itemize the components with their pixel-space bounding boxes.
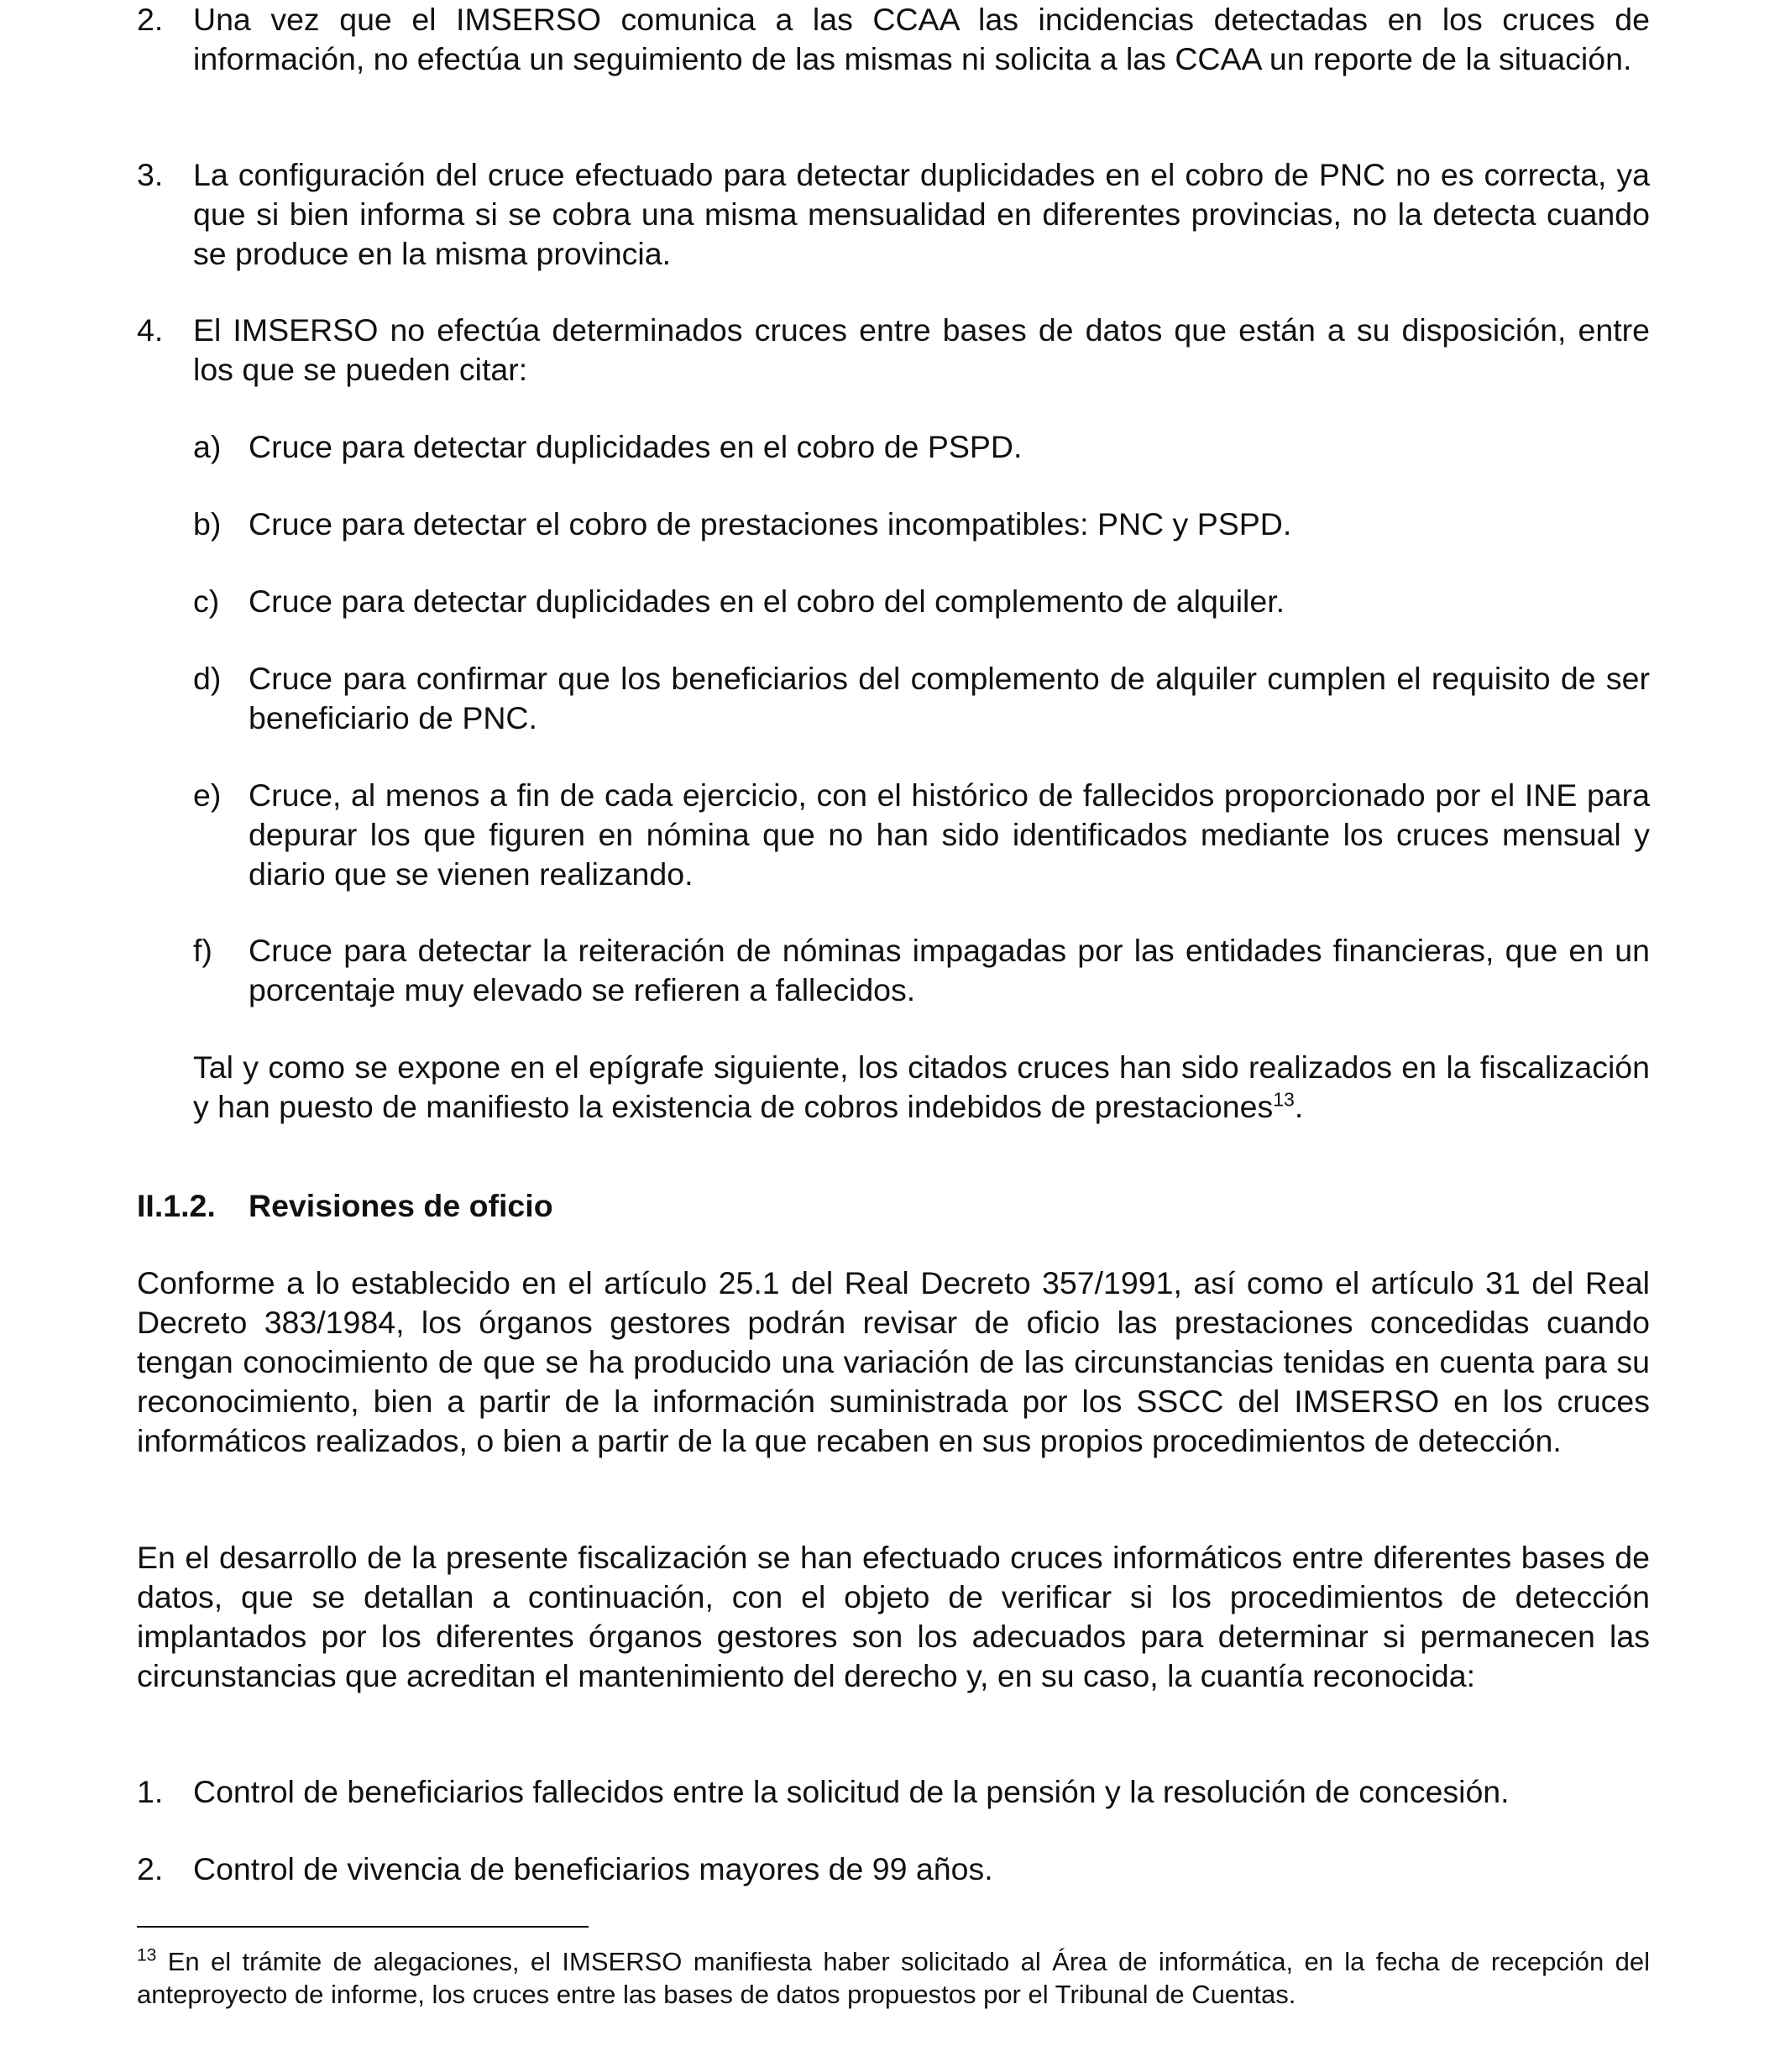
- control-item-2-text: Control de vivencia de beneficiarios mayores de 99 años.: [193, 1851, 993, 1886]
- sub-item-f-text: Cruce para detectar la reiteración de nóminas impagadas por las entidades financieras, que en un porcentaje muy elevado se refieren a fallecidos.: [249, 933, 1650, 1007]
- item-4-text: El IMSERSO no efectúa determinados cruces entre bases de datos que están a su disposición, entre los que se pueden citar:: [193, 312, 1650, 387]
- paragraph-desarrollo: En el desarrollo de la presente fiscalización se han efectuado cruces informáticos entre diferentes bases de datos, que se detallan a continuación, con el objeto de verificar si los procedimientos de detección implantados por los diferentes órganos gestores son los adecuados para determinar si permanecen las circunstancias que acreditan el mantenimiento del derecho y, en su caso, la cuantía reconocida:: [137, 1540, 1650, 1693]
- footnote-separator: [137, 1926, 589, 1928]
- sub-item-a-marker: a): [193, 429, 222, 464]
- closing-paragraph-end: .: [1294, 1089, 1304, 1124]
- sub-item-f-marker: f): [193, 933, 212, 968]
- sub-item-b-text: Cruce para detectar el cobro de prestaciones incompatibles: PNC y PSPD.: [249, 506, 1292, 542]
- item-4-marker: 4.: [137, 312, 164, 348]
- footnote: [137, 1945, 1650, 2011]
- control-item-1-marker: 1.: [137, 1774, 164, 1809]
- footnote-reference[interactable]: 13: [1273, 1088, 1295, 1111]
- sub-item-c-text: Cruce para detectar duplicidades en el cobro del complemento de alquiler.: [249, 583, 1285, 619]
- item-3-text: La configuración del cruce efectuado para detectar duplicidades en el cobro de PNC no es correcta, ya que si bien informa si se cobra una misma mensualidad en diferentes provincias, no la detecta cuando se produce en la misma provincia.: [193, 157, 1650, 271]
- control-item-2-marker: 2.: [137, 1851, 164, 1886]
- sub-item-c-marker: c): [193, 583, 220, 619]
- item-3-marker: 3.: [137, 157, 164, 192]
- control-item-1-text: Control de beneficiarios fallecidos entre la solicitud de la pensión y la resolución de concesión.: [193, 1774, 1510, 1809]
- sub-item-b-marker: b): [193, 506, 222, 542]
- closing-paragraph: [193, 1048, 1650, 1127]
- section-heading: [137, 1186, 553, 1226]
- closing-paragraph-text: Tal y como se expone en el epígrafe siguiente, los citados cruces han sido realizados en la fiscalización y han puesto de manifiesto la existencia de cobros indebidos de prestaciones: [193, 1049, 1650, 1124]
- sub-item-e-text: Cruce, al menos a fin de cada ejercicio, con el histórico de fallecidos proporcionado por el INE para depurar los que figuren en nómina que no han sido identificados mediante los cruces mensual y diario que se vienen realizando.: [249, 777, 1650, 892]
- footnote-text: En el trámite de alegaciones, el IMSERSO manifiesta haber solicitado al Área de informática, en la fecha de recepción del anteproyecto de informe, los cruces entre las bases de datos propuestos por el Tribunal de Cuentas.: [137, 1947, 1650, 2009]
- sub-item-a-text: Cruce para detectar duplicidades en el cobro de PSPD.: [249, 429, 1023, 464]
- paragraph-revisiones: Conforme a lo establecido en el artículo 25.1 del Real Decreto 357/1991, así como el artículo 31 del Real Decreto 383/1984, los órganos gestores podrán revisar de oficio las prestaciones concedidas cuando tengan conocimiento de que se ha producido una variación de las circunstancias tenidas en cuenta para su reconocimiento, bien a partir de la información suministrada por los SSCC del IMSERSO en los cruces informáticos realizados, o bien a partir de la que recaben en sus propios procedimientos de detección.: [137, 1265, 1650, 1458]
- sub-item-e-marker: e): [193, 777, 222, 813]
- item-2-text: Una vez que el IMSERSO comunica a las CCAA las incidencias detectadas en los cruces de información, no efectúa un seguimiento de las mismas ni solicita a las CCAA un reporte de la situación.: [193, 2, 1650, 76]
- section-number: II.1.2.: [137, 1188, 216, 1223]
- sub-item-d-marker: d): [193, 661, 222, 696]
- item-2-marker: 2.: [137, 2, 164, 37]
- footnote-number: 13: [137, 1945, 157, 1965]
- sub-item-d-text: Cruce para confirmar que los beneficiarios del complemento de alquiler cumplen el requisito de ser beneficiario de PNC.: [249, 661, 1650, 735]
- section-title: Revisiones de oficio: [249, 1188, 553, 1223]
